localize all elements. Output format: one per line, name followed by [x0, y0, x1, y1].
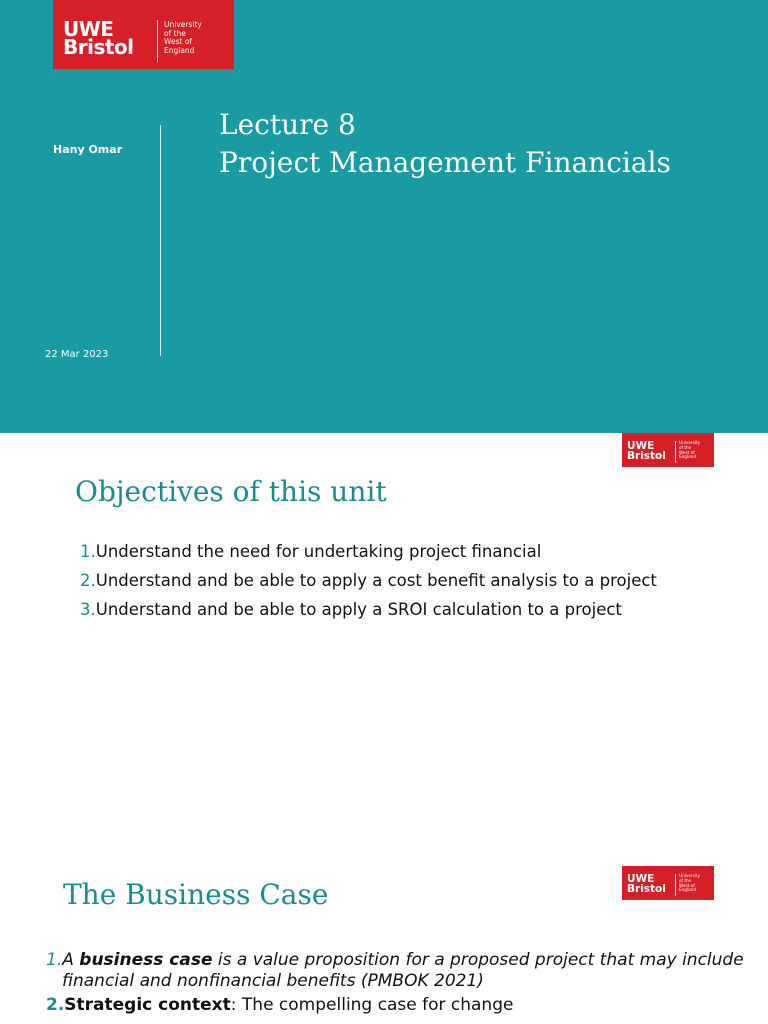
business-case-slide	[0, 844, 768, 1024]
list-item	[80, 541, 657, 570]
lecture-subtitle: Project Management Financials	[219, 146, 671, 179]
key-term: Strategic context	[64, 995, 231, 1015]
list-item: 2.Strategic context: The compelling case for change	[46, 995, 514, 1015]
list-text: Understand and be able to apply a SROI calculation to a project	[95, 600, 622, 619]
list-text: Understand the need for undertaking project financial	[95, 542, 542, 561]
objectives-list	[80, 541, 657, 628]
logo-university-name: University of the West of England	[679, 873, 701, 893]
lecture-title: Lecture 8	[219, 108, 356, 141]
uwe-bristol-logo	[53, 0, 234, 69]
objectives-slide	[0, 433, 768, 844]
vertical-divider	[160, 125, 161, 356]
list-number: 3.	[80, 600, 96, 619]
slide-heading: Objectives of this unit	[75, 475, 387, 508]
list-number: 2.	[80, 571, 96, 590]
author-name: Hany Omar	[53, 143, 123, 156]
list-number: 1.	[80, 542, 96, 561]
logo-university-name: University of the West of England	[679, 440, 701, 460]
list-item	[80, 599, 657, 628]
logo-divider	[675, 441, 676, 463]
logo-divider	[157, 20, 158, 62]
uwe-bristol-logo-small	[622, 866, 714, 900]
logo-university-name: University of the West of England	[164, 20, 202, 55]
logo-wordmark: UWE Bristol	[627, 873, 666, 895]
list-number: 1.	[46, 950, 63, 970]
list-item: 1.A business case is a value proposition for a proposed project that may include financial and nonfinancial benefits (PMBOK 2021)	[46, 950, 744, 991]
list-text: Understand and be able to apply a cost benefit analysis to a project	[95, 571, 657, 590]
list-number: 2.	[46, 995, 65, 1015]
logo-wordmark: UWE Bristol	[63, 17, 134, 59]
logo-divider	[675, 874, 676, 896]
presentation-date: 22 Mar 2023	[45, 349, 109, 360]
logo-wordmark: UWE Bristol	[627, 440, 666, 462]
business-case-list	[46, 950, 768, 1016]
slide-heading: The Business Case	[63, 878, 329, 911]
uwe-bristol-logo-small	[622, 433, 714, 467]
key-term: business case	[79, 950, 213, 970]
title-slide	[0, 0, 768, 433]
list-item	[80, 570, 657, 599]
